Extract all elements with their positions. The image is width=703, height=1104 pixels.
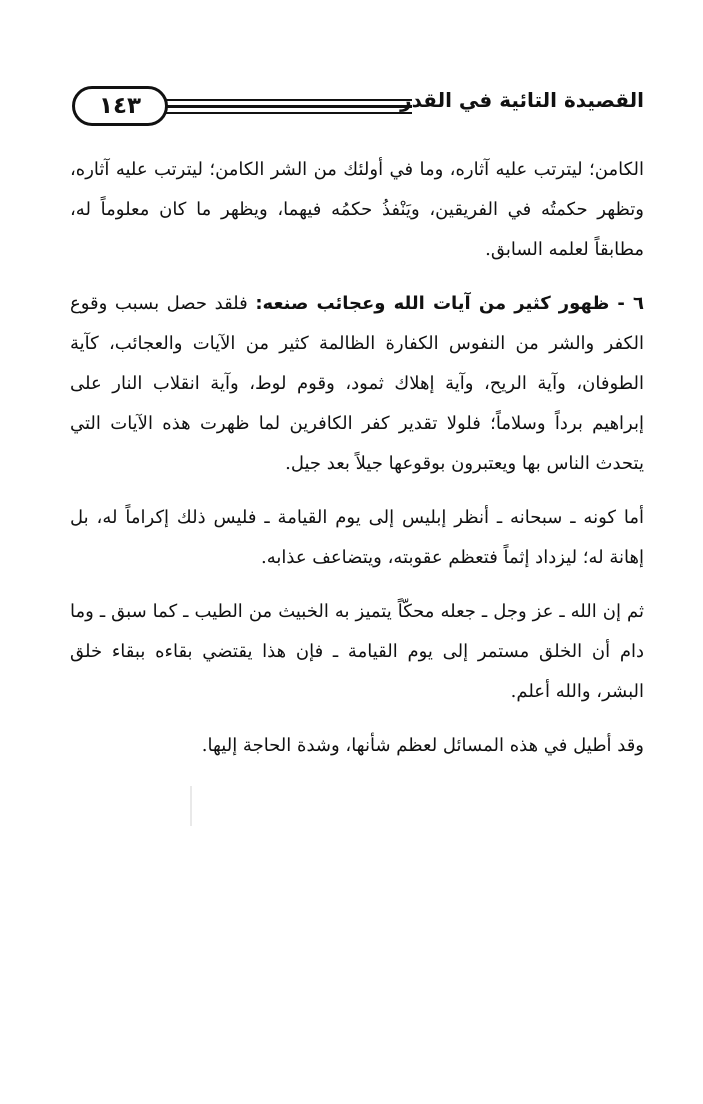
header-rule — [165, 105, 412, 108]
header-rule — [165, 112, 412, 114]
paragraph — [70, 498, 644, 578]
paragraph — [70, 284, 644, 484]
paragraph-heading: ٦ - ظهور كثير من آيات الله وعجائب صنعه: — [255, 293, 644, 314]
header-rule — [165, 99, 412, 101]
paragraph-text: الكامن؛ ليترتب عليه آثاره، وما في أولئك من الشر الكامن؛ ليترتب عليه آثاره، وتظهر حكمتُه في الفريقين، ويَنْفذُ حكمُه فيهما، ويظهر ما كان معلوماً له، مطابقاً لعلمه السابق. — [70, 159, 644, 260]
running-header — [72, 86, 644, 130]
paragraph-text: ثم إن الله ـ عز وجل ـ جعله محكّاً يتميز به الخبيث من الطيب ـ كما سبق ـ وما دام أن الخلق مستمر إلى يوم القيامة ـ فإن هذا يقتضي بقاءه ببقاء خلق البشر، والله أعلم. — [70, 601, 644, 702]
paragraph-text: وقد أطيل في هذه المسائل لعظم شأنها، وشدة الحاجة إليها. — [201, 735, 644, 756]
body-text — [70, 150, 644, 766]
page-number-badge — [72, 86, 168, 126]
paragraph-text: فلقد حصل بسبب وقوع الكفر والشر من النفوس الكفارة الظالمة كثير من الآيات والعجائب، كآية الطوفان، وآية الريح، وآية إهلاك ثمود، وقوم لوط، وآية انقلاب النار على إبراهيم برداً وسلاماً؛ فلولا تقدير كفر الكافرين لما ظهرت هذه الآيات التي يتحدث الناس بها ويعتبرون بوقوعها جيلاً بعد جيل. — [70, 293, 644, 474]
paragraph — [70, 726, 644, 766]
running-title: القصيدة التائية في القدر — [400, 88, 644, 112]
scan-artifact — [190, 786, 192, 826]
paragraph-text: أما كونه ـ سبحانه ـ أنظر إبليس إلى يوم القيامة ـ فليس ذلك إكراماً له، بل إهانة له؛ ليزداد إثماً فتعظم عقوبته، ويتضاعف عذابه. — [70, 507, 644, 568]
paragraph — [70, 592, 644, 712]
paragraph — [70, 150, 644, 270]
page-number: ١٤٣ — [98, 93, 142, 119]
